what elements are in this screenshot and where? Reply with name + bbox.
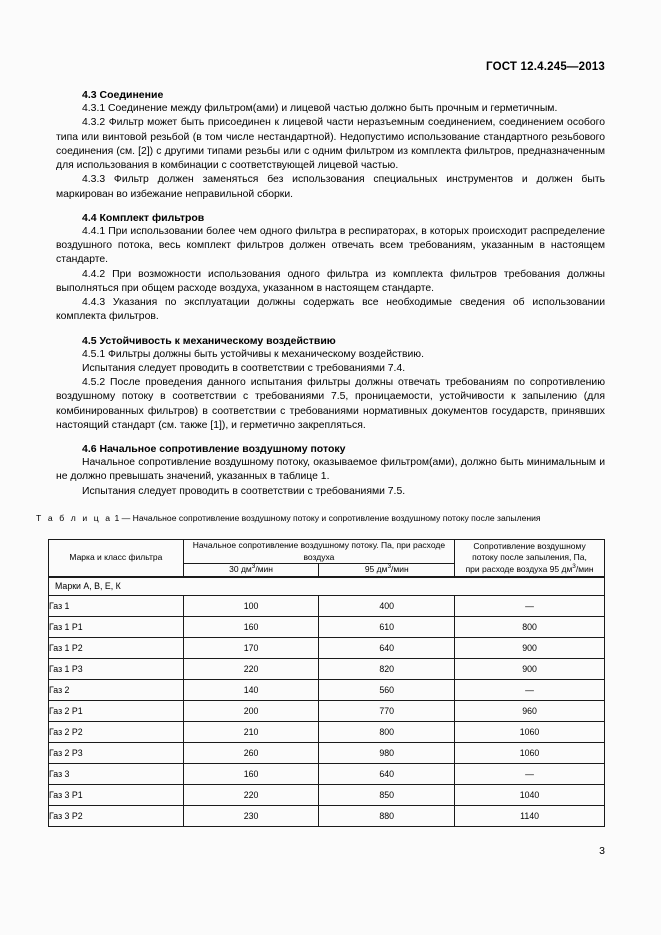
cell-dust: 1140 (455, 805, 605, 826)
cell-flow-30: 100 (183, 595, 319, 616)
cell-flow-30: 260 (183, 742, 319, 763)
cell-dust: — (455, 595, 605, 616)
cell-dust: 1060 (455, 721, 605, 742)
table-row (49, 595, 605, 616)
cell-brand: Газ 3 Р2 (49, 805, 184, 826)
table-header-row-1 (49, 540, 605, 564)
paragraph-4-6-tests: Испытания следует проводить в соответствии с требованиями 7.5. (82, 485, 406, 497)
header-initial-resistance-group: Начальное сопротивление воздушному потоку. Па, при расходе воздуха (183, 540, 454, 564)
cell-brand: Газ 2 Р1 (49, 700, 184, 721)
paragraph-4-5-1-tests: Испытания следует проводить в соответствии с требованиями 7.4. (82, 362, 406, 374)
section-heading-4-3: 4.3 Соединение (82, 89, 164, 101)
cell-flow-95: 770 (319, 700, 455, 721)
cell-flow-95: 850 (319, 784, 455, 805)
table-body (49, 577, 605, 827)
table-head (49, 540, 605, 577)
cell-flow-95: 980 (319, 742, 455, 763)
cell-flow-95: 800 (319, 721, 455, 742)
table-row (49, 805, 605, 826)
header-flow-95-superscript: 3 (387, 563, 391, 571)
paragraph-4-6-1: Начальное сопротивление воздушному потоку, оказываемое фильтром(ами), должно быть минимальным и не должно превышать значений, указанных в таблице 1. (56, 457, 605, 483)
cell-flow-30: 140 (183, 679, 319, 700)
header-dust-line3 (466, 564, 594, 574)
table-row (49, 658, 605, 679)
cell-brand: Газ 1 Р2 (49, 637, 184, 658)
cell-dust: 900 (455, 637, 605, 658)
cell-flow-30: 170 (183, 637, 319, 658)
cell-brand: Газ 1 Р3 (49, 658, 184, 679)
section-heading-4-5: 4.5 Устойчивость к механическому воздействию (82, 334, 336, 347)
cell-flow-30: 200 (183, 700, 319, 721)
header-flow-95-tail: /мин (391, 564, 409, 574)
table-row (49, 700, 605, 721)
table-row (49, 679, 605, 700)
header-flow-30-tail: /мин (255, 564, 273, 574)
paragraph-4-5-2: 4.5.2 После проведения данного испытания фильтры должны отвечать требованиям по сопротивлению воздушному потоку в соответствии с требованиями 7.5, проницаемости, устойчивости к запылению (для комбинированных фильтров) в соответствии с требованиями нормативных документов государств, принявших настоящий стандарт (см. также [1]), и герметично закрепляться. (56, 377, 605, 431)
header-brand-class: Марка и класс фильтра (49, 540, 184, 577)
standard-header: ГОСТ 12.4.245—2013 (486, 61, 605, 73)
cell-brand: Газ 2 (49, 679, 184, 700)
paragraph-4-4-2: 4.4.2 При возможности использования одного фильтра из комплекта фильтров требования должны выполняться при общем расходе воздуха, указанном в настоящем стандарте. (56, 268, 605, 294)
header-dust-line2: потоку после запыления, Па, (472, 552, 587, 562)
cell-dust: 900 (455, 658, 605, 679)
cell-flow-30: 160 (183, 616, 319, 637)
cell-flow-95: 400 (319, 595, 455, 616)
cell-flow-30: 220 (183, 658, 319, 679)
header-dust-line1: Сопротивление воздушному (473, 540, 586, 551)
header-dust-superscript: 3 (572, 562, 576, 570)
header-dust-line3-pre: при расходе воздуха 95 дм (465, 563, 573, 574)
paragraph-4-5-1: 4.5.1 Фильтры должны быть устойчивы к механическому воздействию. (82, 348, 424, 360)
table-caption-label: Т а б л и ц а (36, 513, 113, 523)
section-heading-4-6: 4.6 Начальное сопротивление воздушному потоку (82, 443, 346, 455)
table-section-label: Марки А, В, Е, К (49, 577, 605, 596)
cell-dust: 800 (455, 616, 605, 637)
table-caption-number: 1 (114, 513, 120, 523)
cell-flow-30: 230 (183, 805, 319, 826)
table-row (49, 637, 605, 658)
document-body (56, 88, 605, 499)
table-caption (36, 512, 614, 525)
header-flow-30-superscript: 3 (251, 563, 256, 571)
cell-dust: 960 (455, 700, 605, 721)
header-post-dust-resistance (455, 540, 605, 577)
cell-brand: Газ 1 (49, 595, 184, 616)
header-dust-line3-tail: /мин (575, 563, 594, 574)
table-caption-text: — Начальное сопротивление воздушному потоку и сопротивление воздушному потоку после запыления (121, 513, 541, 523)
table-row (49, 763, 605, 784)
table-row (49, 784, 605, 805)
cell-brand: Газ 2 Р3 (49, 742, 184, 763)
cell-flow-95: 820 (319, 658, 455, 679)
paragraph-4-3-2: 4.3.2 Фильтр может быть присоединен к лицевой части неразъемным соединением, соединением особого типа или винтовой резьбой (в том числе нестандартной). Недопустимо использование стандартного резьбового соединения (см. [2]) с другими типами резьбы или с одним фильтром из комплекта фильтров, предназначенным для использования в комбинации с соответствующей лицевой частью. (56, 117, 605, 171)
header-flow-95-value: 95 дм (364, 564, 388, 574)
cell-flow-95: 640 (319, 637, 455, 658)
header-flow-30-value: 30 дм (229, 564, 252, 574)
cell-dust: — (455, 679, 605, 700)
cell-brand: Газ 1 Р1 (49, 616, 184, 637)
cell-brand: Газ 2 Р2 (49, 721, 184, 742)
cell-flow-95: 610 (319, 616, 455, 637)
header-flow-95 (319, 564, 455, 577)
cell-dust: 1040 (455, 784, 605, 805)
table-row (49, 742, 605, 763)
spacer (56, 433, 605, 442)
section-heading-4-4: 4.4 Комплект фильтров (82, 211, 205, 224)
cell-brand: Газ 3 Р1 (49, 784, 184, 805)
cell-flow-95: 560 (319, 679, 455, 700)
table-section-row (49, 577, 605, 596)
paragraph-4-3-3: 4.3.3 Фильтр должен заменяться без использования специальных инструментов и должен быть маркирован во избежание неправильной сборки. (56, 174, 605, 200)
paragraph-4-4-1: 4.4.1 При использовании более чем одного фильтра в респираторах, в которых происходит распределение воздушного потока, весь комплект фильтров должен отвечать всем требованиям, указанным в настоящем стандарте. (56, 225, 605, 266)
cell-brand: Газ 3 (49, 763, 184, 784)
paragraph-4-4-3: 4.4.3 Указания по эксплуатации должны содержать все необходимые сведения об использовании комплекта фильтров. (56, 297, 605, 323)
cell-flow-95: 880 (319, 805, 455, 826)
spacer (56, 325, 605, 334)
paragraph-4-3-1: 4.3.1 Соединение между фильтром(ами) и лицевой частью должно быть прочным и герметичным. (82, 103, 558, 114)
page-number: 3 (599, 845, 605, 857)
cell-dust: — (455, 763, 605, 784)
table-row (49, 721, 605, 742)
spacer (56, 202, 605, 211)
header-flow-30 (183, 564, 319, 577)
cell-flow-30: 220 (183, 784, 319, 805)
cell-flow-95: 640 (319, 763, 455, 784)
cell-flow-30: 160 (183, 763, 319, 784)
table-row (49, 616, 605, 637)
cell-flow-30: 210 (183, 721, 319, 742)
cell-dust: 1060 (455, 742, 605, 763)
resistance-table (48, 539, 605, 827)
